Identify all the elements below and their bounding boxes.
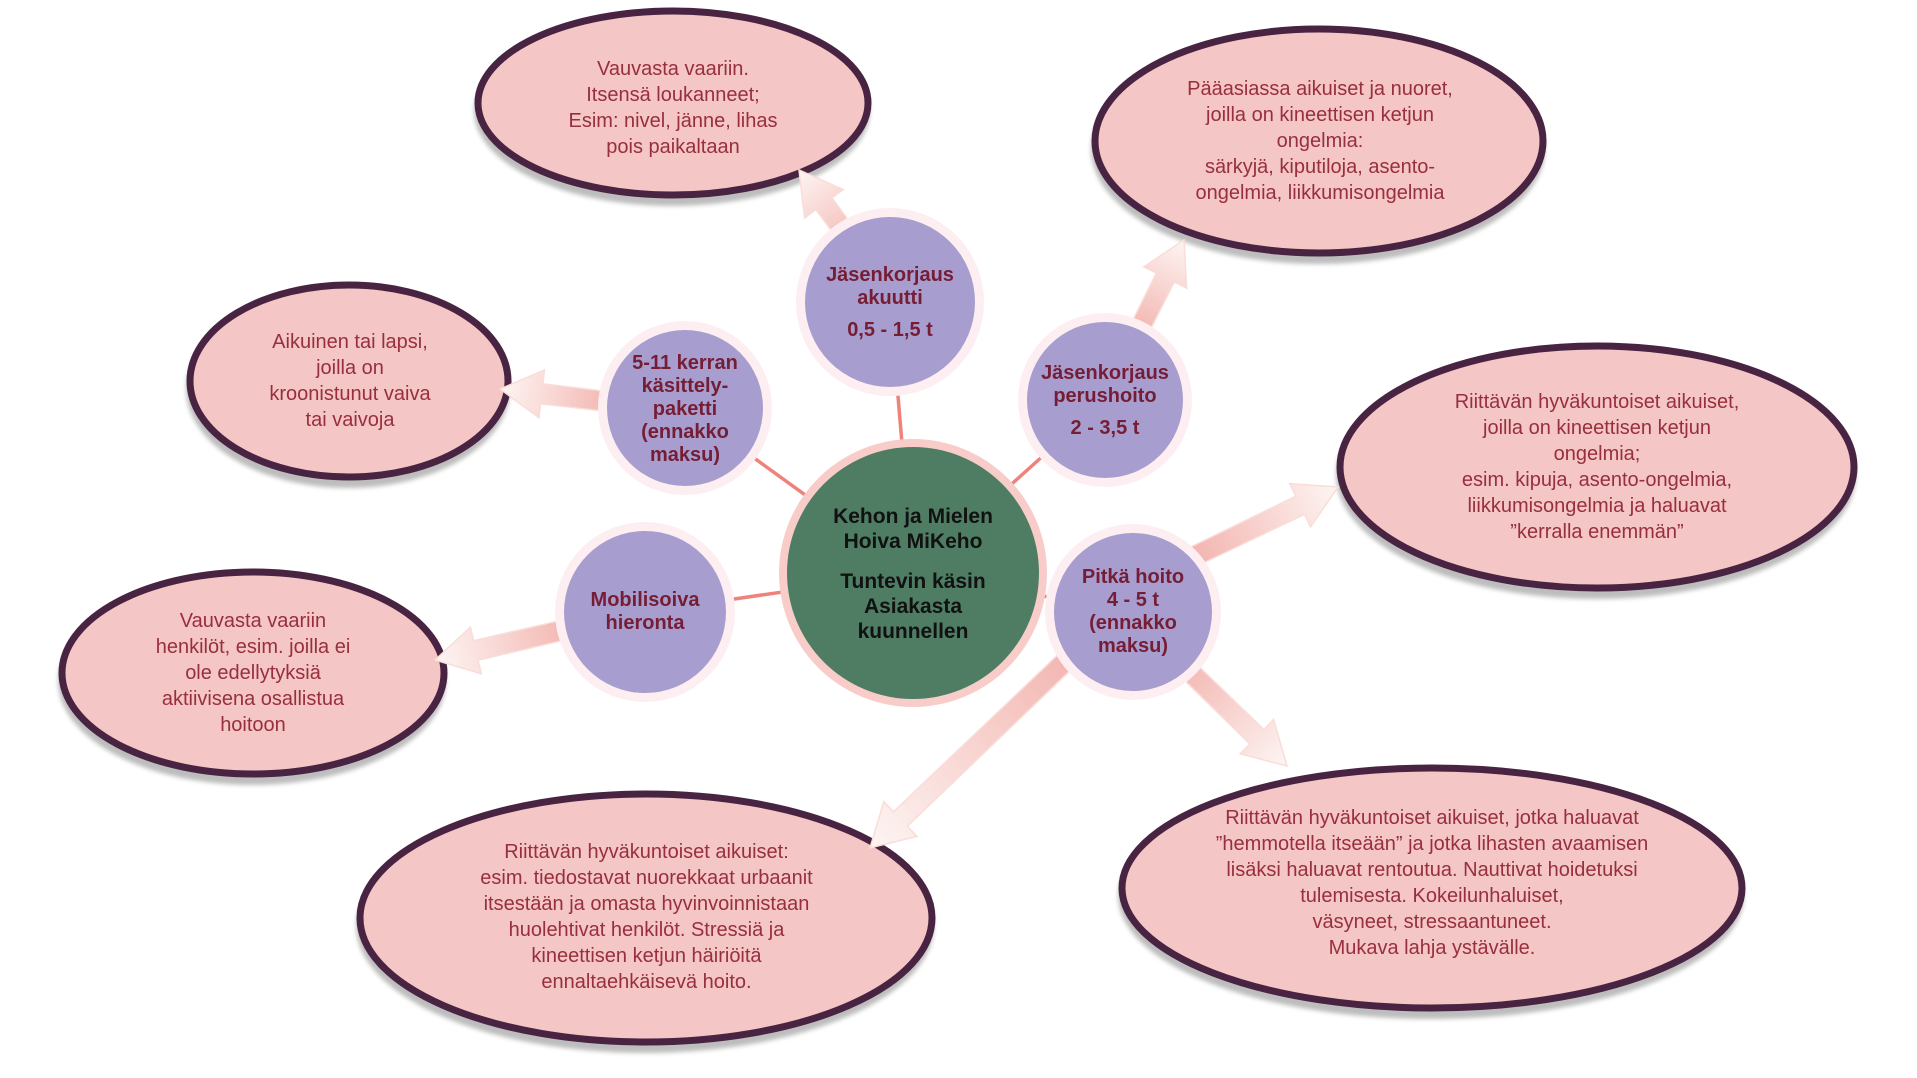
audience-lower-left-ellipse (62, 572, 444, 774)
service-name: Jäsenkorjaus akuutti (826, 263, 954, 309)
service-circles (555, 208, 1221, 707)
service-akuutti-circle (805, 217, 975, 387)
audience-label-bottom-right: Riittävän hyväkuntoiset aikuiset, jotka haluavat ”hemmotella itseään” ja jotka lihasten avaamisen lisäksi haluavat rentoutua. Nauttivat hoidetuksi tulemisesta. Kokeilunhaluiset, väsyneet, stressaantuneet. Mukava lahja ystävälle. (1215, 807, 1649, 959)
audience-top-left-ellipse (478, 11, 868, 195)
service-pitka-circle (1054, 533, 1212, 691)
service-paketti-circle (607, 330, 763, 486)
audience-label-top-right: Pääasiassa aikuiset ja nuoret, joilla on kineettisen ketjun ongelmia: särkyjä, kiputiloja, asento- ongelmia, liikkumisongelmia (1187, 78, 1453, 204)
audience-top-right-ellipse (1095, 29, 1543, 253)
service-name: 5-11 kerran käsittely- paketti (ennakko maksu) (632, 351, 738, 466)
service-duration: 0,5 - 1,5 t (847, 318, 933, 341)
arrow-pitka-to-mid-right (1191, 484, 1338, 565)
audience-mid-right-ellipse (1340, 346, 1854, 588)
service-name: Mobilisoiva hieronta (590, 589, 700, 634)
audience-bottom-center-ellipse (360, 794, 932, 1042)
audience-label-bottom-center: Riittävän hyväkuntoiset aikuiset: esim. tiedostavat nuorekkaat urbaanit itsestään ja omasta hyvinvoinnistaan huolehtivat henkilöt. Stressiä ja kineettisen ketjun häiriöitä ennaltaehkäisevä hoito. (480, 841, 813, 993)
audience-label-mid-left: Aikuinen tai lapsi, joilla on kroonistunut vaiva tai vaivoja (269, 331, 431, 431)
service-duration: 2 - 3,5 t (1070, 417, 1140, 439)
center-subtitle: Tuntevin käsin Asiakasta kuunnellen (840, 570, 986, 643)
arrow-paketti-to-mid-left (500, 370, 613, 418)
service-perushoito-circle (1027, 322, 1183, 478)
service-name: Jäsenkorjaus perushoito (1041, 362, 1169, 407)
service-hieronta-circle (564, 531, 726, 693)
center-circle (787, 447, 1039, 699)
audience-label-top-left: Vauvasta vaariin. Itsensä loukanneet; Esim: nivel, jänne, lihas pois paikaltaan (568, 57, 778, 158)
service-name: Pitkä hoito 4 - 5 t (ennakko maksu) (1081, 566, 1185, 657)
center-title: Kehon ja Mielen Hoiva MiKeho (833, 505, 993, 553)
audience-bottom-right-ellipse (1122, 768, 1742, 1008)
arrow-hieronta-to-lower-left (435, 618, 574, 674)
audience-label-lower-left: Vauvasta vaariin henkilöt, esim. joilla ei ole edellytyksiä aktiivisena osallistua hoitoon (155, 610, 351, 736)
audience-label-mid-right: Riittävän hyväkuntoiset aikuiset, joilla on kineettisen ketjun ongelmia; esim. kipuja, asento-ongelmia, liikkumisongelmia ja haluavat ”kerralla enemmän” (1454, 391, 1740, 543)
audience-mid-left-ellipse (190, 285, 508, 477)
